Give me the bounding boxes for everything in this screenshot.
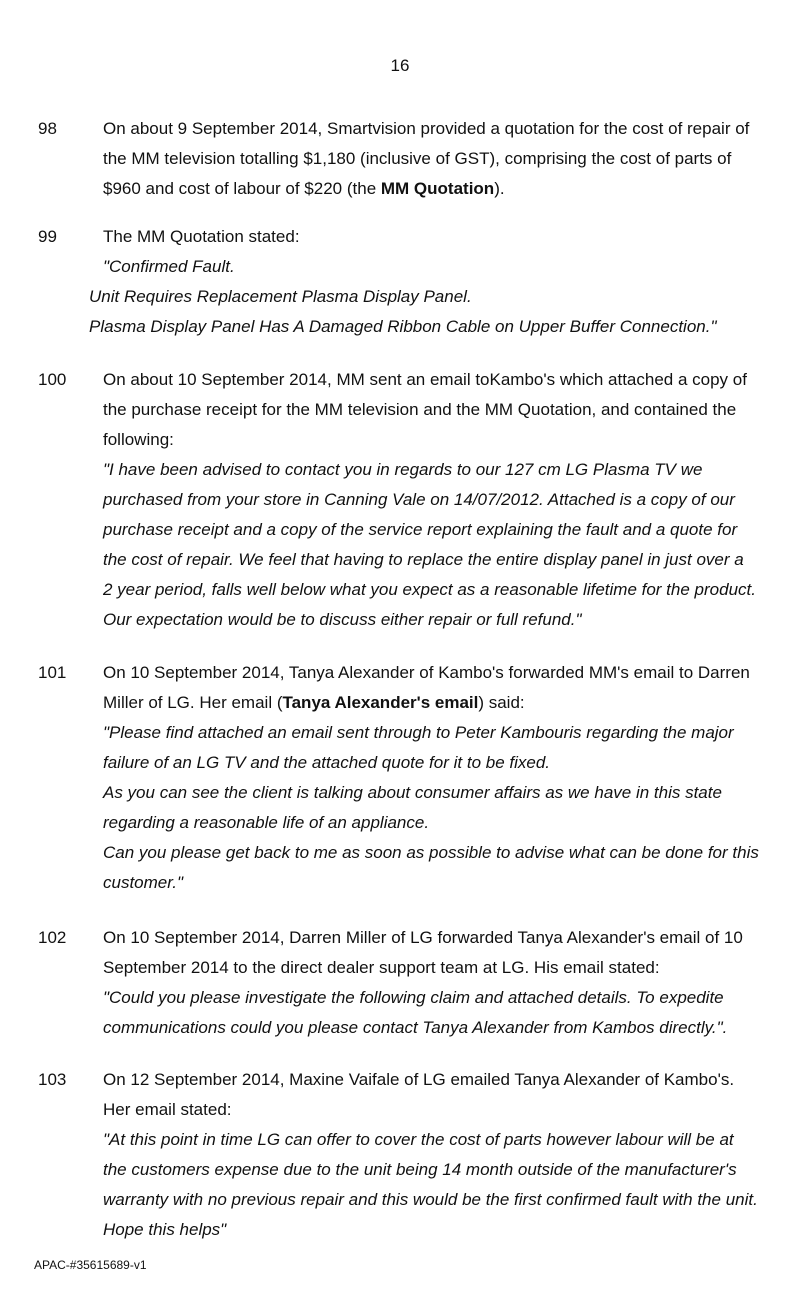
quote-line: communications could you please contact Tanya Alexander from Kambos directly.". [103,1018,728,1037]
text-line [103,174,793,204]
quote-line: Hope this helps" [103,1220,227,1239]
paragraph-number: 99 [38,227,57,246]
quote-line: failure of an LG TV and the attached quote for it to be fixed. [103,753,551,772]
paragraph-number: 98 [38,119,57,138]
paragraph-body [103,365,793,635]
quote-line: warranty with no previous repair and this would be the first confirmed fault with the unit. [103,1190,758,1209]
text-line: On about 9 September 2014, Smartvision provided a quotation for the cost of repair of [103,119,750,138]
defined-term-mm-quotation: MM Quotation [380,179,495,198]
text-line: the MM television totalling $1,180 (inclusive of GST), comprising the cost of parts of [103,149,732,168]
quote-line: "Please find attached an email sent through to Peter Kambouris regarding the major [103,723,734,742]
text-segment: Miller of LG. Her email ( [103,693,283,712]
paragraph-number: 103 [38,1070,67,1089]
document-reference-footer: APAC-#35615689-v1 [34,1258,147,1272]
quote-line: purchase receipt and a copy of the service report explaining the fault and a quote for [103,520,738,539]
paragraph-number: 100 [38,370,67,389]
paragraph-body [103,923,793,1043]
text-line: The MM Quotation stated: [103,227,300,246]
text-line: following: [103,430,174,449]
quote-line: purchased from your store in Canning Vale on 14/07/2012. Attached is a copy of our [103,490,735,509]
text-line: On 12 September 2014, Maxine Vaifale of LG emailed Tanya Alexander of Kambo's. [103,1070,735,1089]
quote-line: As you can see the client is talking about consumer affairs as we have in this state [103,783,722,802]
quote-line: 2 year period, falls well below what you expect as a reasonable lifetime for the product. [103,580,756,599]
quote-line: Unit Requires Replacement Plasma Display Panel. [89,287,472,306]
quote-line: Our expectation would be to discuss either repair or full refund." [103,610,582,629]
paragraph-body [103,114,793,204]
paragraph-number: 102 [38,928,67,947]
text-segment: $960 and cost of labour of $220 (the [103,179,381,198]
page-number: 16 [390,56,410,75]
quote-line: Plasma Display Panel Has A Damaged Ribbon Cable on Upper Buffer Connection." [89,317,717,336]
quote-line: customer." [103,873,184,892]
quote-line: the customers expense due to the unit being 14 month outside of the manufacturer's [103,1160,737,1179]
text-segment: ). [494,179,505,198]
text-segment: ) said: [478,693,525,712]
quote-line: "At this point in time LG can offer to cover the cost of parts however labour will be at [103,1130,734,1149]
text-line: September 2014 to the direct dealer support team at LG. His email stated: [103,958,660,977]
quote-line: "Could you please investigate the following claim and attached details. To expedite [103,988,724,1007]
paragraph-body [103,1065,793,1245]
paragraph-body [103,658,793,898]
text-line: the purchase receipt for the MM television and the MM Quotation, and contained the [103,400,737,419]
defined-term-tanya-alexanders-email: Tanya Alexander's email [282,693,479,712]
text-line: On about 10 September 2014, MM sent an email toKambo's which attached a copy of [103,370,747,389]
paragraph-number: 101 [38,663,67,682]
quote-line: the cost of repair. We feel that having to replace the entire display panel in just over a [103,550,744,569]
quote-line: regarding a reasonable life of an appliance. [103,813,430,832]
text-line: On 10 September 2014, Darren Miller of LG forwarded Tanya Alexander's email of 10 [103,928,743,947]
quote-line: "Confirmed Fault. [103,257,235,276]
text-line [103,688,793,718]
text-line: Her email stated: [103,1100,232,1119]
text-line: On 10 September 2014, Tanya Alexander of Kambo's forwarded MM's email to Darren [103,663,750,682]
quote-line: Can you please get back to me as soon as possible to advise what can be done for this [103,843,759,862]
quote-line: "I have been advised to contact you in regards to our 127 cm LG Plasma TV we [103,460,703,479]
paragraph-body [89,222,793,342]
